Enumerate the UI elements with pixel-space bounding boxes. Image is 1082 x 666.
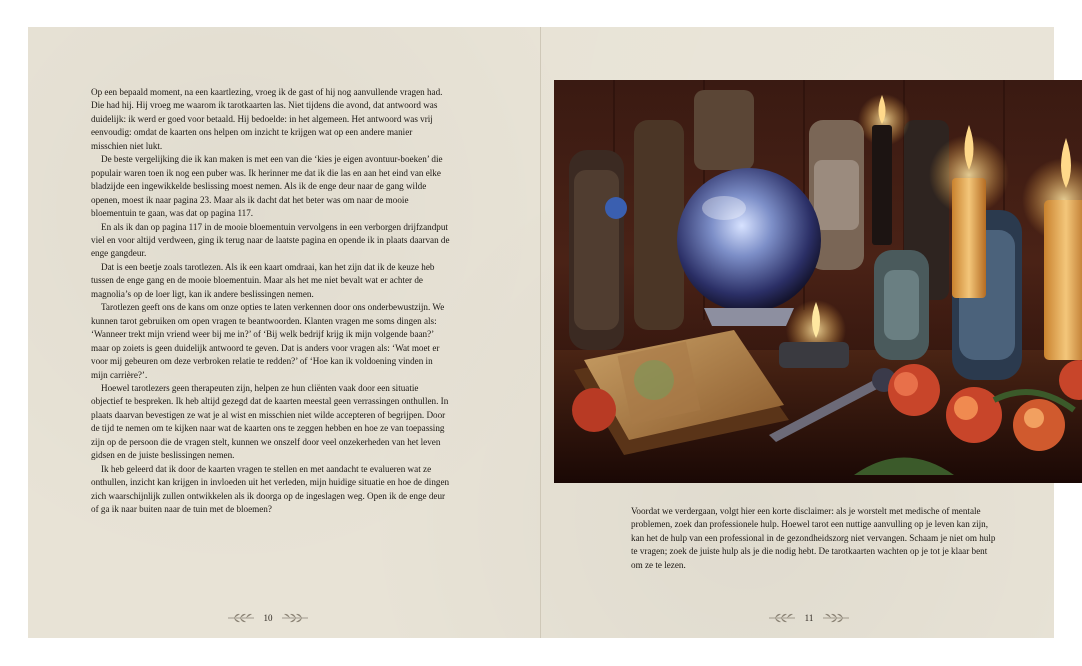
page-number: 11 (804, 613, 814, 623)
left-page (28, 27, 540, 638)
paragraph: Hoewel tarotlezers geen therapeuten zijn, helpen ze hun cliënten vaak door een situatie objectief te bespreken. Ik heb altijd gezegd dat de kaarten meestal geen verrassingen onthullen. In plaats daarvan bevestigen ze wat je al wist en misschien niet wilde accepteren of begrijpen. Door de tijd te nemen om te kijken naar wat de kaarten ons te zeggen hebben en hoe ze van toepassing zijn op de persoon die de vragen stelt, kunnen we onszelf door veel onzekerheden van het leven gidsen en de juiste beslissingen nemen. (91, 382, 449, 461)
page-number: 10 (263, 613, 273, 623)
left-page-body (91, 86, 451, 517)
paragraph: Tarotlezen geeft ons de kans om onze opties te laten verkennen door ons onderbewustzijn. We kunnen tarot gebruiken om open vragen te beantwoorden. Klanten vragen me soms dingen als: ‘Wanneer trekt mijn vriend weer bij me in?’ of ‘Bij welk bedrijf krijg ik mijn volgende baan?’ maar op zoiets is geen duidelijk antwoord te geven. Dat is anders voor vragen als: ‘Wat moet er voor mij gebeuren om deze verbroken relatie te redden?’ of ‘Hoe kan ik voldoening vinden in mijn carrière?’. (91, 302, 445, 380)
disclaimer-paragraph: Voordat we verdergaan, volgt hier een korte disclaimer: als je worstelt met medische of mentale problemen, zoek dan professionele hulp. Hoewel tarot een nuttige aanvulling op je leven kan zijn, kan het de hulp van een professional in de gezondheidszorg niet vervangen. Schaam je niet om hulp te vragen; zoek de juiste hulp als je die nodig hebt. De tarotkaarten wachten op je tot je klaar bent om ze te lezen. (631, 506, 996, 570)
paragraph: En als ik dan op pagina 117 in de mooie bloementuin vervolgens in een verborgen drijfzandput viel en voor altijd verdween, ging ik terug naar de laatste pagina en opende ik in plaats daarvan de enge gangdeur. (91, 221, 450, 259)
paragraph: De beste vergelijking die ik kan maken is met een van die ‘kies je eigen avontuur-boeken’ die populair waren toen ik nog een puber was. Ik herinner me dat ik die las en aan het eind van elke bladzijde een ingewikkelde beslissing moest nemen. Als ik de enge deur naar de gang wilde openen, moest ik naar pagina 23. Maar als ik dacht dat het beter was om naar de mooie bloementuin te gaan, was dat op pagina 117. (91, 154, 443, 219)
page-folio-right (767, 612, 851, 624)
paragraph: Op een bepaald moment, na een kaartlezing, vroeg ik de gast of hij nog aanvullende vragen had. Die had hij. Hij vroeg me waarom ik tarotkaarten las. Niet tijdens die avond, dat antwoord was duidelijk: ik werd er goed voor betaald. Hij bedoelde: in het algemeen. Het antwoord was vrij eenvoudig: omdat de kaarten ons helpen om inzicht te krijgen wat op een andere manier misschien niet lukt. (91, 87, 443, 151)
right-page (541, 27, 1054, 638)
book-spread (28, 27, 1054, 638)
page-folio-left (226, 612, 310, 624)
tarot-still-life-photo (554, 80, 1082, 483)
laurel-sprig-icon (767, 612, 797, 624)
laurel-sprig-icon (280, 612, 310, 624)
paragraph: Dat is een beetje zoals tarotlezen. Als ik een kaart omdraai, kan het zijn dat ik de keuze heb tussen de enge gang en de mooie bloementuin. Maar als het me niet bevalt wat er achter de magnolia’s op de loer ligt, kan ik andere beslissingen nemen. (91, 261, 435, 299)
laurel-sprig-icon (821, 612, 851, 624)
laurel-sprig-icon (226, 612, 256, 624)
paragraph: Ik heb geleerd dat ik door de kaarten vragen te stellen en met aandacht te evalueren wat ze onthullen, inzicht kan krijgen in invloeden uit het verleden, mijn huidige situatie en hoe de dingen zich waarschijnlijk zullen ontwikkelen als ik doorga op de ingeslagen weg. Open ik de enge deur of ga ik naar buiten naar de tuin met de bloemen? (91, 463, 450, 515)
